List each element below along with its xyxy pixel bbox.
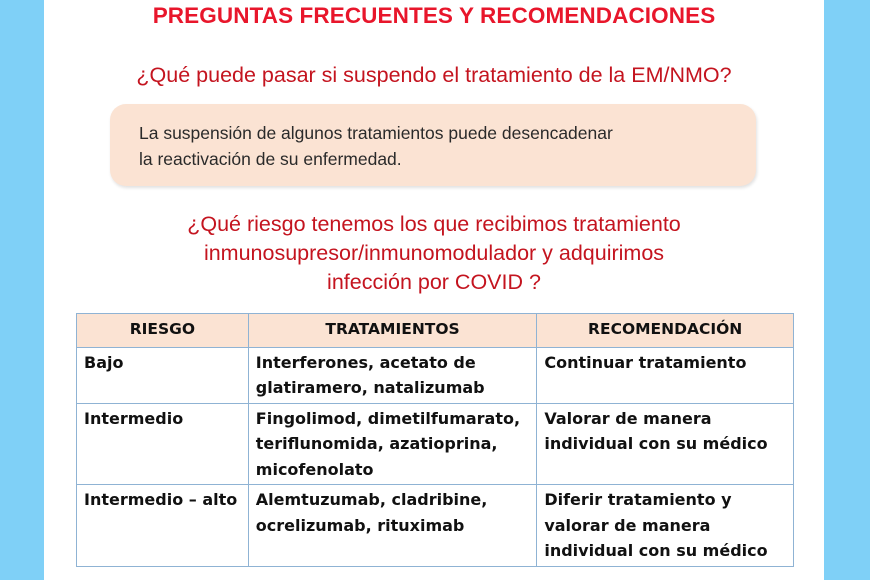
- risk-table: [76, 313, 794, 567]
- cell-line: Continuar tratamiento: [544, 352, 747, 372]
- cell-line: Valorar de manera: [544, 408, 712, 428]
- cell-line: Diferir tratamiento y: [544, 490, 732, 509]
- document-page: [44, 0, 824, 580]
- cell-recomendacion: [537, 485, 794, 567]
- cell-riesgo: Intermedio – alto: [77, 485, 249, 567]
- answer-line: La suspensión de algunos tratamientos puede desencadenar: [139, 123, 613, 143]
- cell-recomendacion: [537, 403, 794, 485]
- question-covid-risk: [44, 210, 824, 297]
- cell-line: individual con su médico: [544, 434, 768, 453]
- cell-line: glatiramero, natalizumab: [255, 378, 485, 397]
- header-tratamientos: TRATAMIENTOS: [248, 314, 537, 348]
- cell-recomendacion: [537, 347, 794, 403]
- answer-line: la reactivación de su enfermedad.: [139, 149, 402, 169]
- cell-line: valorar de manera: [544, 515, 711, 535]
- table-header-row: [77, 314, 794, 348]
- cell-line: micofenolato: [255, 459, 374, 479]
- cell-riesgo: Bajo: [77, 347, 249, 403]
- question-line: infección por COVID ?: [327, 270, 541, 294]
- cell-line: teriflunomida, azatioprina,: [255, 434, 498, 453]
- cell-line: Fingolimod, dimetilfumarato,: [255, 408, 521, 428]
- question-suspension: ¿Qué puede pasar si suspendo el tratamiento de la EM/NMO?: [136, 63, 732, 87]
- cell-tratamientos: [248, 403, 537, 485]
- answer-box: [110, 104, 756, 186]
- table-row: [77, 403, 794, 485]
- page-title: PREGUNTAS FRECUENTES Y RECOMENDACIONES: [152, 3, 716, 28]
- question-line: inmunosupresor/inmunomodulador y adquirimos: [203, 241, 665, 265]
- table-row: [77, 485, 794, 567]
- cell-line: ocrelizumab, rituximab: [255, 515, 465, 535]
- question-line: ¿Qué riesgo tenemos los que recibimos tratamiento: [187, 212, 681, 236]
- cell-line: individual con su médico: [544, 541, 768, 560]
- header-recomendacion: RECOMENDACIÓN: [537, 314, 794, 348]
- cell-line: Interferones, acetato de: [255, 352, 476, 372]
- table-row: [77, 347, 794, 403]
- cell-tratamientos: [248, 347, 537, 403]
- cell-tratamientos: [248, 485, 537, 567]
- cell-line: Alemtuzumab, cladribine,: [255, 490, 488, 509]
- header-riesgo: RIESGO: [77, 314, 249, 348]
- cell-riesgo: Intermedio: [77, 403, 249, 485]
